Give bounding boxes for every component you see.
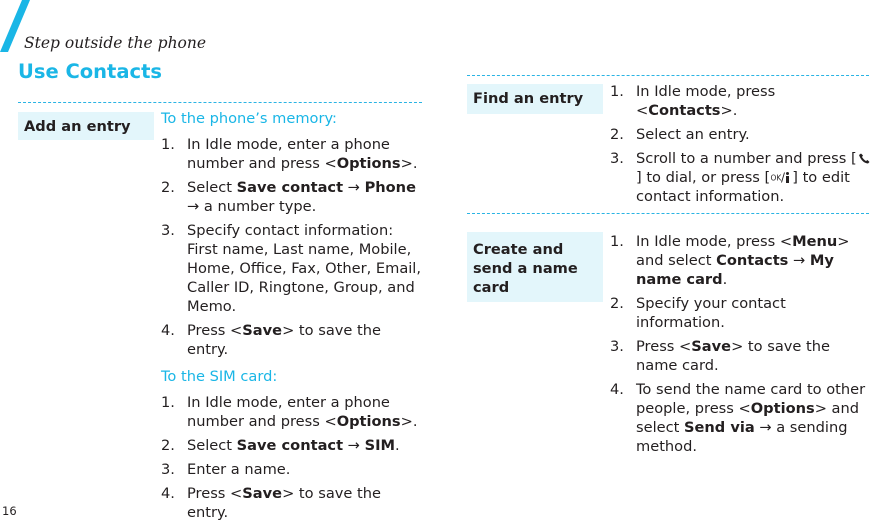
step-text: >. (400, 155, 418, 172)
svg-text:OK: OK (770, 173, 782, 183)
menu-term: Contacts (648, 102, 721, 119)
list-item (610, 82, 872, 120)
menu-term: Save (691, 338, 732, 355)
name-card-content (610, 232, 872, 461)
sim-heading: To the SIM card: (161, 368, 278, 385)
step-text: Select an entry. (636, 126, 750, 143)
list-item (161, 393, 423, 431)
menu-term: My name card (636, 252, 834, 288)
list-item (610, 337, 872, 375)
step-text: Press < (187, 322, 243, 339)
step-text: Scroll to a number and press [ (636, 150, 857, 167)
step-text: Press < (187, 485, 243, 502)
step-text: Enter a name. (187, 461, 291, 478)
menu-term: Save contact (236, 437, 344, 454)
menu-term: Save (242, 485, 283, 502)
menu-term: Save (242, 322, 283, 339)
list-item (610, 125, 872, 144)
step-number: 2. (610, 295, 624, 312)
menu-term: Save contact (236, 179, 344, 196)
menu-term: Menu (792, 233, 838, 250)
menu-term: Contacts (716, 252, 789, 269)
menu-term: SIM (364, 437, 396, 454)
list-item (161, 460, 423, 479)
step-text: In Idle mode, enter a phone number and press < (187, 394, 390, 430)
step-text: > and select (636, 233, 850, 269)
name-card-steps (610, 232, 872, 456)
step-text: > to save the entry. (187, 322, 381, 358)
step-number: 3. (610, 150, 624, 167)
step-number: 2. (161, 437, 175, 454)
memory-steps (161, 135, 423, 359)
topic-add-entry-label: Add an entry (24, 118, 131, 135)
topic-find-entry (467, 84, 603, 114)
list-item (161, 221, 423, 316)
step-number: 2. (610, 126, 624, 143)
step-text: → (788, 252, 810, 269)
divider-add-entry (18, 102, 422, 103)
find-entry-content (610, 82, 872, 211)
topic-find-entry-label: Find an entry (473, 90, 584, 107)
step-number: 1. (610, 233, 624, 250)
step-number: 1. (161, 136, 175, 153)
step-text: In Idle mode, enter a phone number and press < (187, 136, 390, 172)
step-text: In Idle mode, press < (636, 83, 776, 119)
topic-name-card (467, 232, 603, 302)
sim-steps (161, 393, 423, 522)
list-item (161, 178, 423, 216)
step-text: Select (187, 179, 237, 196)
step-text: >. (400, 413, 418, 430)
menu-term: Options (336, 155, 401, 172)
menu-term: Phone (364, 179, 416, 196)
step-text: > to save the name card. (636, 338, 830, 374)
step-text: → (343, 179, 365, 196)
step-number: 4. (161, 322, 175, 339)
menu-term: Options (750, 400, 815, 417)
list-item (610, 149, 872, 206)
step-text: ] to edit contact information. (636, 169, 850, 205)
list-item (610, 380, 872, 456)
add-entry-content (161, 109, 423, 527)
list-item (161, 135, 423, 173)
step-text: > to save the entry. (187, 485, 381, 521)
list-item (161, 436, 423, 455)
step-text: ] to dial, or press [ (636, 169, 771, 186)
step-text: Specify contact information: First name, Last name, Mobile, Home, Office, Fax, Other, Email, Caller ID, Ringtone, Group, and Memo. (187, 222, 422, 315)
list-item (610, 232, 872, 289)
step-number: 1. (610, 83, 624, 100)
step-number: 3. (610, 338, 624, 355)
chapter-title: Step outside the phone (24, 34, 207, 52)
list-item (610, 294, 872, 332)
step-number: 4. (610, 381, 624, 398)
step-number: 1. (161, 394, 175, 411)
step-number: 3. (161, 461, 175, 478)
step-text: Select (187, 437, 237, 454)
step-number: 3. (161, 222, 175, 239)
step-text: > and select (636, 400, 860, 436)
menu-term: Options (336, 413, 401, 430)
step-text: . (395, 437, 400, 454)
ok-key-icon (770, 171, 792, 184)
topic-name-card-label: Create and send a name card (473, 241, 578, 296)
step-text: . (722, 271, 728, 288)
step-number: 2. (161, 179, 175, 196)
dial-key-icon (857, 152, 871, 165)
step-text: → (343, 437, 365, 454)
step-text: In Idle mode, press < (636, 233, 793, 250)
step-number: 4. (161, 485, 175, 502)
divider-name-card (467, 213, 869, 214)
list-item (161, 484, 423, 522)
step-text: → a sending method. (636, 419, 848, 455)
memory-heading: To the phone’s memory: (161, 110, 337, 127)
section-title: Use Contacts (18, 60, 163, 83)
list-item (161, 321, 423, 359)
page-number: 16 (2, 504, 17, 518)
step-text: Press < (636, 338, 692, 355)
step-text: >. (720, 102, 738, 119)
menu-term: Send via (684, 419, 755, 436)
step-text: To send the name card to other people, press < (636, 381, 866, 417)
find-entry-steps (610, 82, 872, 206)
step-text: Specify your contact information. (636, 295, 786, 331)
step-text: → a number type. (187, 198, 317, 215)
topic-add-entry (18, 112, 154, 140)
divider-find-entry (467, 75, 869, 76)
